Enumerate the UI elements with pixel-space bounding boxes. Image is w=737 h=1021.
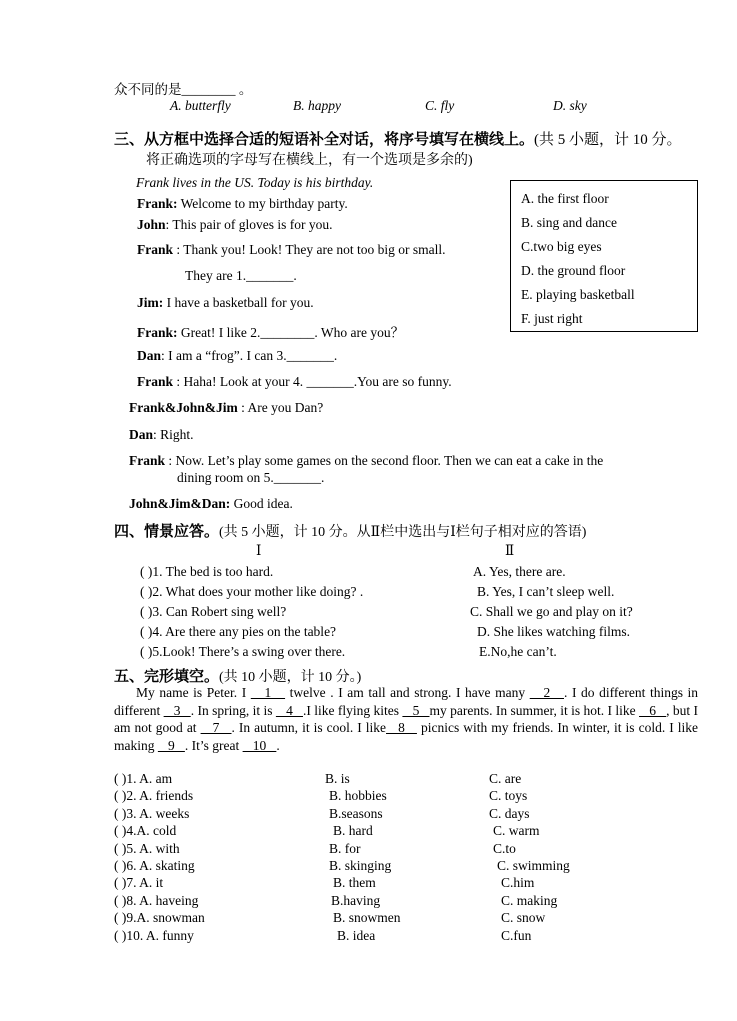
cloze-option: B.seasons bbox=[329, 805, 383, 821]
cloze-blank: 9 bbox=[157, 737, 185, 753]
passage-text: . In autumn, it is cool. I like bbox=[231, 720, 387, 735]
dialog-line bbox=[129, 496, 293, 512]
cloze-option: C. are bbox=[489, 771, 522, 786]
cloze-question: ( )2. A. friends bbox=[114, 788, 194, 804]
passage-text: picnics with my friends. In winter, it is cold. I like making bbox=[114, 720, 698, 753]
box-option: C.two big eyes bbox=[521, 239, 602, 254]
passage-text: my parents. In summer, it is hot. I like bbox=[429, 702, 640, 718]
cloze-option: C. warm bbox=[493, 823, 540, 839]
cloze-blank: 5 bbox=[402, 702, 430, 718]
passage-text: .I like flying kites bbox=[302, 702, 403, 718]
passage-text: twelve . I am tall and strong. I have many bbox=[285, 685, 530, 700]
utterance: : This pair of gloves is for you. bbox=[165, 217, 333, 232]
utterance: : Haha! Look at your 4. _______.You are so funny. bbox=[173, 374, 452, 389]
answer-item: B. Yes, I can’t sleep well. bbox=[477, 584, 615, 599]
box-option: D. the ground floor bbox=[521, 263, 626, 278]
option-b: B. happy bbox=[293, 98, 341, 113]
dialog-line bbox=[137, 295, 314, 311]
speaker: Dan bbox=[137, 348, 162, 363]
passage-text: . In spring, it is bbox=[190, 702, 276, 718]
cloze-question: ( )9.A. snowman bbox=[114, 910, 205, 926]
speaker: John&Jim&Dan: bbox=[129, 496, 231, 511]
cloze-option: C. days bbox=[489, 805, 530, 821]
box-option: B. sing and dance bbox=[521, 215, 617, 230]
cloze-option: B. them bbox=[333, 875, 376, 891]
answer-item: C. Shall we go and play on it? bbox=[470, 604, 633, 619]
cloze-blank: 8 bbox=[386, 720, 417, 735]
utterance: They are 1._______. bbox=[185, 268, 297, 283]
passage-text: . bbox=[276, 737, 280, 753]
column-1-header: Ⅰ bbox=[256, 543, 262, 558]
dialog-line bbox=[137, 348, 337, 364]
utterance: : Now. Let’s play some games on the second floor. Then we can eat a cake in the bbox=[165, 453, 604, 468]
speaker: Frank bbox=[129, 453, 166, 468]
box-option: E. playing basketball bbox=[521, 287, 635, 302]
utterance: Great! I like 2.________. Who are you？ bbox=[177, 325, 405, 340]
cloze-question: ( )10. A. funny bbox=[114, 927, 194, 943]
cloze-blank: 1 bbox=[250, 685, 286, 700]
utterance: I have a basketball for you. bbox=[163, 295, 314, 310]
dialog-intro: Frank lives in the US. Today is his birthday. bbox=[136, 175, 374, 190]
passage-text: , but I am not good at bbox=[114, 702, 699, 735]
question-item: ( )5.Look! There’s a swing over there. bbox=[140, 644, 346, 659]
cloze-blank: 3 bbox=[163, 702, 191, 718]
cloze-option: B. for bbox=[329, 840, 361, 856]
section-3-instruction: 将正确选项的字母写在横线上，有一个选项是多余的) bbox=[146, 153, 473, 168]
option-a: A. butterfly bbox=[170, 98, 231, 113]
cloze-question: ( )7. A. it bbox=[114, 875, 164, 891]
prev-question-tail: 众不同的是________ 。 bbox=[114, 82, 253, 97]
passage-text: . It’s great bbox=[184, 737, 243, 753]
cloze-option: B. is bbox=[325, 771, 350, 786]
speaker: Frank&John&Jim bbox=[129, 400, 238, 415]
cloze-question: ( )8. A. haveing bbox=[114, 892, 199, 908]
dialog-line bbox=[137, 321, 404, 341]
cloze-option: C. swimming bbox=[497, 858, 570, 873]
dialog-line bbox=[137, 217, 333, 233]
cloze-option: C. making bbox=[501, 892, 558, 908]
passage-text: . I do different things in different bbox=[114, 685, 699, 718]
utterance: : Thank you! Look! They are not too big or small. bbox=[173, 242, 446, 257]
cloze-option: B. hobbies bbox=[329, 788, 387, 804]
cloze-blank: 6 bbox=[639, 702, 667, 718]
cloze-blank: 10 bbox=[242, 737, 277, 753]
cloze-option: B. hard bbox=[333, 823, 373, 839]
dialog-line bbox=[137, 196, 348, 212]
question-item: ( )1. The bed is too hard. bbox=[140, 564, 274, 579]
cloze-question: ( )5. A. with bbox=[114, 840, 180, 856]
cloze-blank: 2 bbox=[529, 685, 564, 700]
box-option: F. just right bbox=[521, 311, 583, 326]
cloze-blank: 4 bbox=[275, 702, 303, 718]
cloze-option: C.fun bbox=[501, 927, 532, 943]
cloze-option: C.him bbox=[501, 875, 535, 891]
dialog-line bbox=[137, 242, 445, 258]
options-box bbox=[510, 180, 698, 332]
speaker: Frank: bbox=[137, 196, 178, 211]
dialog-line bbox=[129, 453, 603, 469]
dialog-line bbox=[185, 268, 297, 284]
speaker: Jim: bbox=[137, 295, 164, 310]
section-4-heading: 四、情景应答。(共 5 小题，计 10 分。从Ⅱ栏中选出与Ⅰ栏句子相对应的答语) bbox=[114, 524, 587, 540]
speaker: Frank: bbox=[137, 325, 178, 340]
question-item: ( )2. What does your mother like doing? . bbox=[140, 584, 364, 599]
answer-item: E.No,he can’t. bbox=[479, 644, 557, 659]
column-2-header: Ⅱ bbox=[505, 543, 515, 558]
box-option: A. the first floor bbox=[521, 191, 609, 206]
option-c: C. fly bbox=[425, 98, 455, 113]
utterance: Good idea. bbox=[230, 496, 293, 511]
cloze-option: B.having bbox=[331, 892, 381, 908]
option-d: D. sky bbox=[553, 98, 587, 113]
cloze-question: ( )6. A. skating bbox=[114, 858, 195, 873]
cloze-option: B. idea bbox=[337, 927, 376, 943]
cloze-option: B. skinging bbox=[329, 858, 392, 873]
utterance: dining room on 5._______. bbox=[177, 470, 325, 485]
cloze-question: ( )3. A. weeks bbox=[114, 805, 190, 821]
cloze-blank: 7 bbox=[200, 720, 232, 735]
question-item: ( )3. Can Robert sing well? bbox=[140, 604, 287, 619]
cloze-option: C. toys bbox=[489, 788, 528, 804]
utterance: : Are you Dan? bbox=[237, 400, 324, 415]
answer-item: A. Yes, there are. bbox=[473, 564, 566, 579]
cloze-option: B. snowmen bbox=[333, 910, 401, 926]
dialog-line bbox=[137, 374, 452, 390]
question-item: ( )4. Are there any pies on the table? bbox=[140, 624, 337, 639]
passage-text: My name is Peter. I bbox=[136, 685, 251, 700]
section-5-heading: 五、完形填空。(共 10 小题，计 10 分。) bbox=[114, 669, 362, 685]
utterance: : I am a “frog”. I can 3._______. bbox=[161, 348, 338, 363]
speaker: Dan bbox=[129, 427, 154, 442]
speaker: Frank bbox=[137, 242, 174, 257]
speaker: Frank bbox=[137, 374, 174, 389]
dialog-line bbox=[177, 470, 324, 486]
cloze-passage bbox=[114, 684, 698, 754]
utterance: Welcome to my birthday party. bbox=[177, 196, 348, 211]
cloze-option: C. snow bbox=[501, 910, 546, 926]
utterance: : Right. bbox=[153, 427, 194, 442]
section-3-heading: 三、从方框中选择合适的短语补全对话，将序号填写在横线上。(共 5 小题，计 10 分。 bbox=[114, 132, 682, 148]
answer-item: D. She likes watching films. bbox=[477, 624, 630, 639]
speaker: John bbox=[137, 217, 166, 232]
cloze-question: ( )1. A. am bbox=[114, 771, 173, 786]
cloze-question: ( )4.A. cold bbox=[114, 823, 177, 839]
dialog-line bbox=[129, 427, 194, 443]
dialog-line bbox=[129, 400, 323, 416]
cloze-option: C.to bbox=[493, 840, 516, 856]
